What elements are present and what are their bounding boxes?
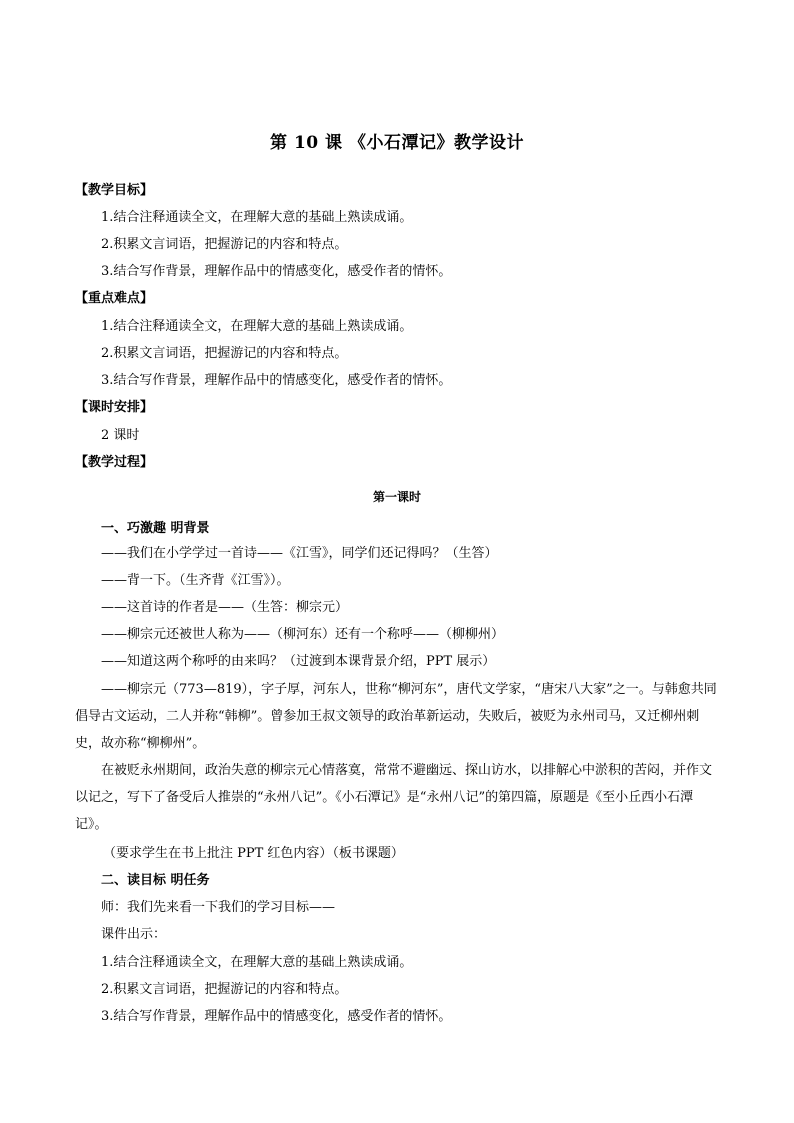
goal-item: 3.结合写作背景，理解作品中的情感变化，感受作者的情怀。 (101, 264, 452, 279)
keypoint-item: 1.结合注释通读全文，在理解大意的基础上熟读成诵。 (101, 319, 413, 334)
teaching-note: （要求学生在书上批注 PPT 红色内容）（板书课题） (103, 846, 404, 861)
keypoint-item: 3.结合写作背景，理解作品中的情感变化，感受作者的情怀。 (101, 373, 452, 388)
keypoint-item: 2.积累文言词语，把握游记的内容和特点。 (101, 346, 348, 361)
courseware-goal-item: 3.结合写作背景，理解作品中的情感变化，感受作者的情怀。 (101, 1009, 452, 1024)
background-paragraph: 在被贬永州期间，政治失意的柳宗元心情落寞，常常不避幽远、探山访水，以排解心中淤积的苦闷，并作文以记之，写下了备受后人推崇的“永州八记”。《小石潭记》是“永州八记”的第四篇，原题是《至小丘西小石潭记》。 (75, 763, 713, 832)
dialogue-line: ——背一下。（生齐背《江雪》）。 (101, 573, 290, 588)
step-title: 一、巧激趣 明背景 (101, 521, 210, 536)
period-title: 第一课时 (372, 490, 421, 504)
goal-item: 1.结合注释通读全文，在理解大意的基础上熟读成诵。 (101, 210, 413, 225)
author-bio-paragraph: ——柳宗元（773—819），字子厚，河东人，世称“柳河东”，唐代文学家，“唐宋八大家”之一。与韩愈共同倡导古文运动，二人并称“韩柳”。曾参加王叔文领导的政治革新运动，失败后，被贬为永州司马，又迁柳州刺史，故亦称“柳柳州”。 (75, 682, 717, 751)
courseware-goal-item: 2.积累文言词语，把握游记的内容和特点。 (101, 982, 348, 997)
section-heading-goals: 【教学目标】 (75, 183, 154, 198)
section-heading-process: 【教学过程】 (75, 455, 154, 470)
dialogue-line: ——知道这两个称呼的由来吗？（过渡到本课背景介绍，PPT 展示） (101, 654, 496, 669)
schedule-value: 2 课时 (101, 428, 140, 443)
step-title: 二、读目标 明任务 (101, 873, 210, 888)
section-heading-schedule: 【课时安排】 (75, 400, 154, 415)
dialogue-line: ——柳宗元还被世人称为——（柳河东）还有一个称呼——（柳柳州） (101, 627, 505, 642)
document-title: 第 10 课 《小石潭记》教学设计 (270, 133, 524, 153)
dialogue-line: ——我们在小学学过一首诗——《江雪》，同学们还记得吗？（生答） (101, 546, 498, 561)
courseware-goal-item: 1.结合注释通读全文，在理解大意的基础上熟读成诵。 (101, 955, 413, 970)
teacher-line: 师：我们先来看一下我们的学习目标—— (101, 900, 336, 915)
section-heading-keypoints: 【重点难点】 (75, 291, 154, 306)
courseware-label: 课件出示： (101, 927, 167, 942)
dialogue-line: ——这首诗的作者是——（生答：柳宗元） (101, 600, 349, 615)
goal-item: 2.积累文言词语，把握游记的内容和特点。 (101, 237, 348, 252)
